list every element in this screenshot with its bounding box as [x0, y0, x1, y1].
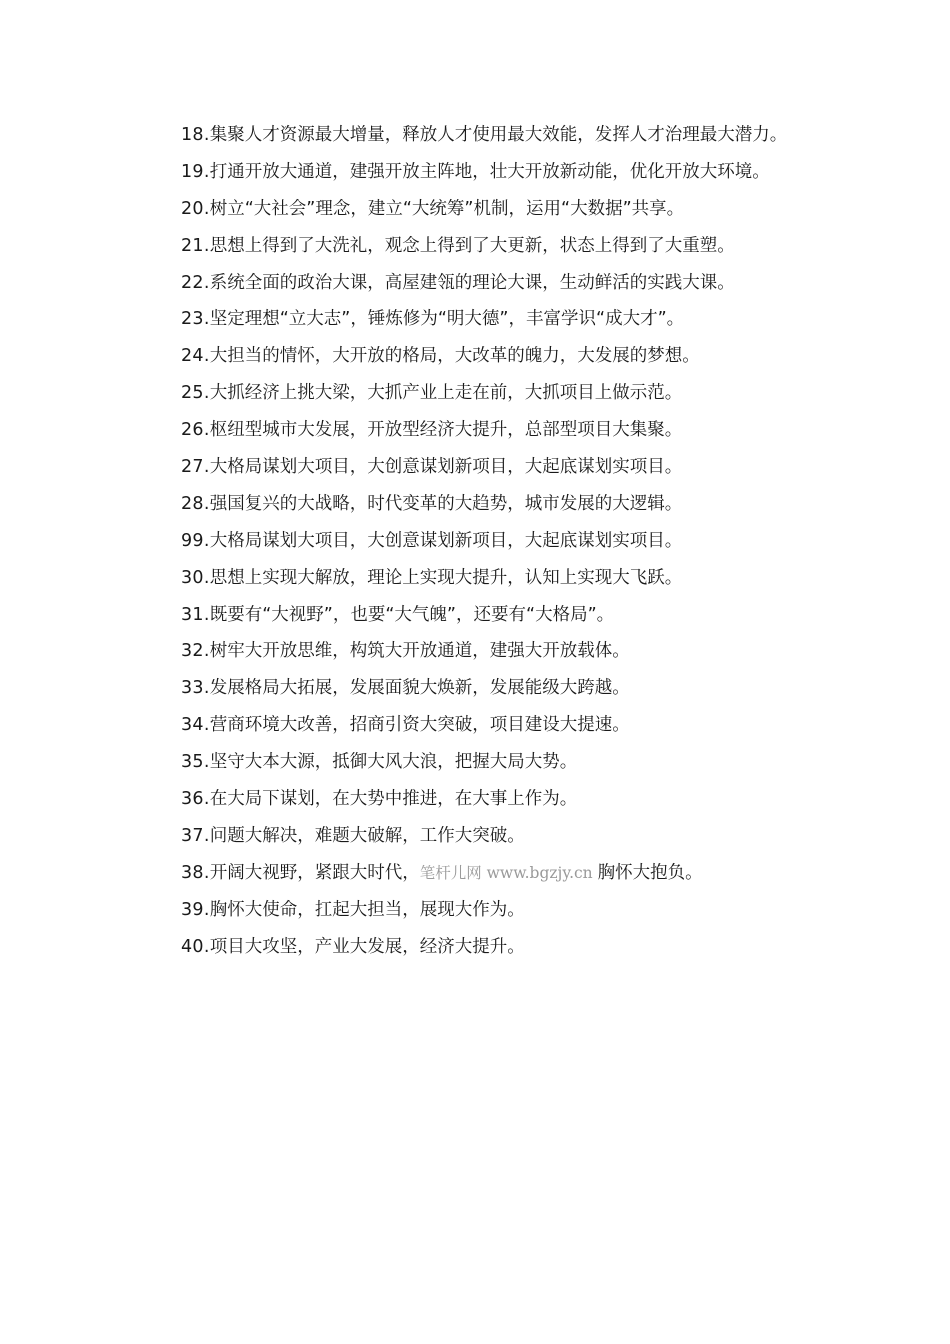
item-text: 大担当的情怀，大开放的格局，大改革的魄力，大发展的梦想。 [209, 346, 700, 367]
list-item-23 [143, 306, 815, 333]
document-body [143, 122, 815, 970]
item-text: 大抓经济上挑大梁，大抓产业上走在前，大抓项目上做示范。 [209, 383, 683, 404]
item-number: 21. [181, 235, 210, 256]
list-item-35 [143, 749, 815, 776]
list-item-22 [143, 270, 815, 297]
item-text: 大格局谋划大项目，大创意谋划新项目，大起底谋划实项目。 [209, 457, 683, 478]
item-number: 39. [181, 899, 210, 920]
list-item-40 [143, 934, 815, 961]
item-text: 枢纽型城市大发展，开放型经济大提升，总部型项目大集聚。 [209, 420, 683, 441]
item-number: 22. [181, 272, 210, 293]
item-text: 问题大解决，难题大破解，工作大突破。 [209, 825, 525, 846]
item-number: 25. [181, 383, 210, 404]
item-number: 27. [181, 457, 210, 478]
list-item-32 [143, 638, 815, 665]
item-number: 18. [181, 125, 210, 145]
list-item-99 [143, 528, 815, 555]
item-text: 打通开放大通道，建强开放主阵地，壮大开放新动能，优化开放大环境。 [209, 161, 770, 182]
item-number: 34. [181, 715, 210, 736]
item-number: 38. [181, 862, 210, 883]
list-item-26 [143, 417, 815, 444]
item-text: 树牢大开放思维，构筑大开放通道，建强大开放载体。 [209, 641, 630, 662]
list-item-20 [143, 196, 815, 223]
item-number: 20. [181, 198, 210, 219]
item-text: 强国复兴的大战略，时代变革的大趋势，城市发展的大逻辑。 [209, 493, 683, 514]
list-item-27 [143, 454, 815, 481]
item-text: 系统全面的政治大课，高屋建瓴的理论大课，生动鲜活的实践大课。 [209, 272, 735, 293]
item-text: 既要有“大视野”，也要“大气魄”，还要有“大格局”。 [209, 604, 615, 625]
list-item-34 [143, 712, 815, 739]
item-text: 坚定理想“立大志”，锤炼修为“明大德”，丰富学识“成大才”。 [209, 309, 685, 330]
list-item-30 [143, 565, 815, 592]
item-text: 营商环境大改善，招商引资大突破，项目建设大提速。 [209, 715, 630, 736]
item-number: 32. [181, 641, 210, 662]
item-number: 28. [181, 493, 210, 514]
item-text: 胸怀大使命，扛起大担当，展现大作为。 [209, 899, 525, 920]
item-number: 26. [181, 420, 210, 441]
item-number: 40. [181, 936, 210, 957]
list-item-19 [143, 159, 815, 186]
list-item-39 [143, 897, 815, 924]
list-item-24 [143, 343, 815, 370]
list-item-38 [143, 860, 815, 887]
list-item-31 [143, 602, 815, 629]
item-number: 19. [181, 161, 210, 182]
item-number: 30. [181, 567, 210, 588]
item-text: 思想上实现大解放，理论上实现大提升，认知上实现大飞跃。 [209, 567, 683, 588]
item-text: 思想上得到了大洗礼，观念上得到了大更新，状态上得到了大重塑。 [209, 235, 735, 256]
item-number: 99. [181, 530, 210, 551]
list-item-33 [143, 675, 815, 702]
item-number: 35. [181, 752, 210, 773]
item-text: 大格局谋划大项目，大创意谋划新项目，大起底谋划实项目。 [209, 530, 683, 551]
item-text: 树立“大社会”理念，建立“大统筹”机制，运用“大数据”共享。 [209, 198, 685, 219]
item-number: 31. [181, 604, 210, 625]
watermark-text: 笔杆儿网 www.bgzjy.cn [419, 863, 598, 882]
list-item-21 [143, 233, 815, 260]
list-item-37 [143, 823, 815, 850]
list-item-18 [143, 122, 815, 149]
list-item-28 [143, 491, 815, 518]
item-text: 坚守大本大源，抵御大风大浪，把握大局大势。 [209, 752, 578, 773]
list-item-25 [143, 380, 815, 407]
item-text: 开阔大视野，紧跟大时代， [209, 862, 420, 883]
item-text: 集聚人才资源最大增量，释放人才使用最大效能，发挥人才治理最大潜力。 [209, 125, 788, 145]
item-number: 36. [181, 789, 210, 810]
item-number: 37. [181, 825, 210, 846]
item-number: 24. [181, 346, 210, 367]
item-number: 33. [181, 678, 210, 699]
item-number: 23. [181, 309, 210, 330]
item-text: 项目大攻坚，产业大发展，经济大提升。 [209, 936, 525, 957]
item-text: 在大局下谋划，在大势中推进，在大事上作为。 [209, 789, 578, 810]
item-text: 发展格局大拓展，发展面貌大焕新，发展能级大跨越。 [209, 678, 630, 699]
item-text-after: 胸怀大抱负。 [597, 862, 703, 883]
list-item-36 [143, 786, 815, 813]
